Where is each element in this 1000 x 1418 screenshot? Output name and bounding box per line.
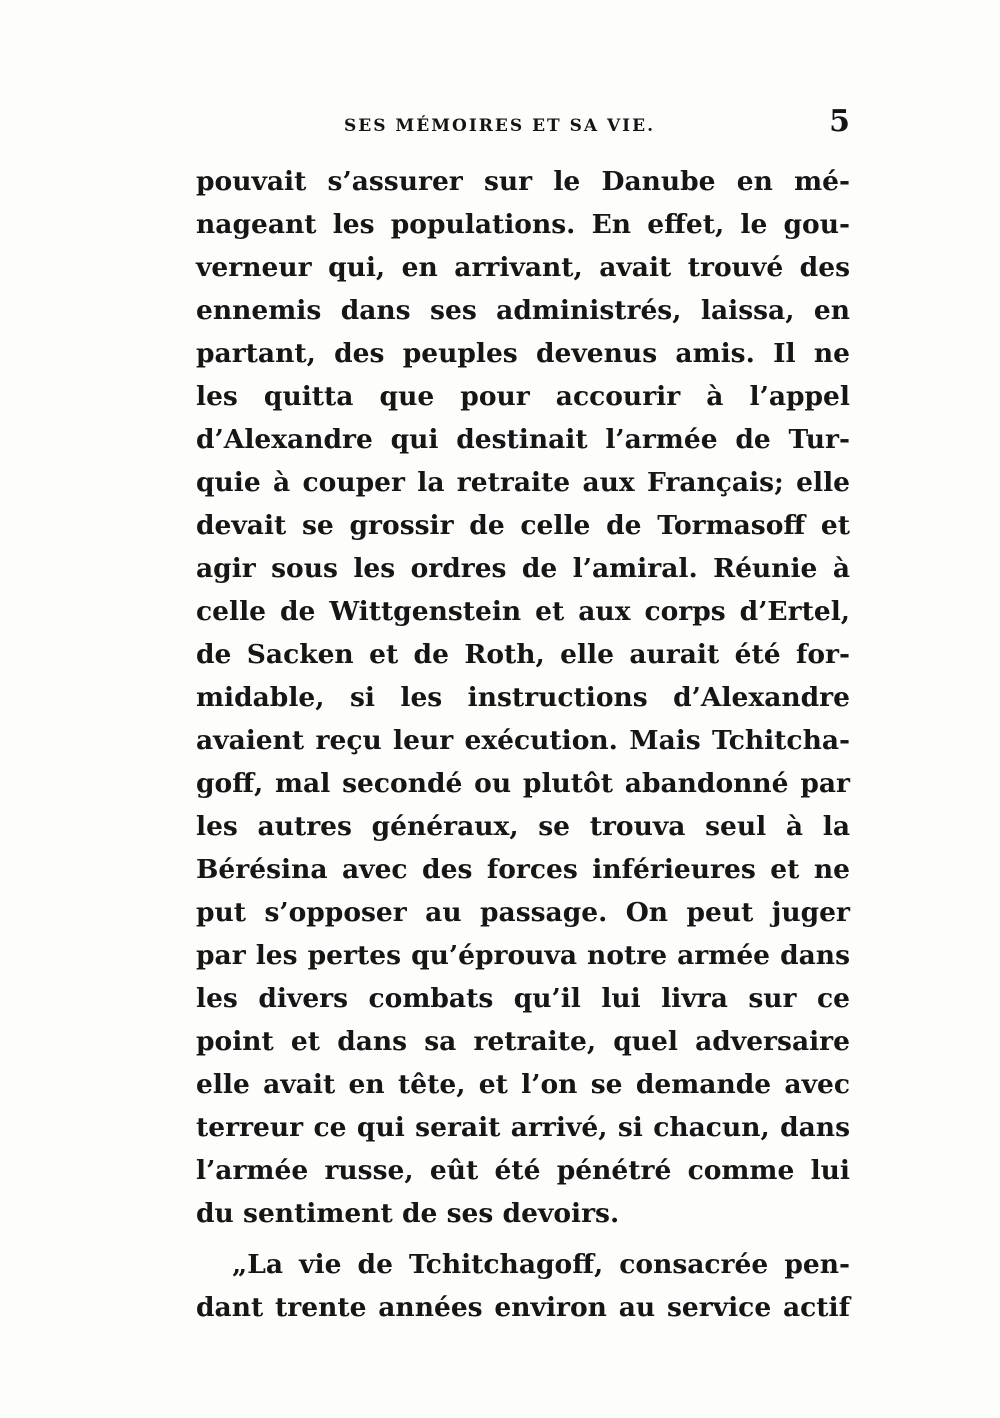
text-line: celle de Wittgenstein et aux corps d’Ertel, (196, 596, 850, 627)
text-line: partant, des peuples devenus amis. Il ne (196, 338, 850, 369)
text-line: les quitta que pour accourir à l’appel (196, 381, 850, 412)
paragraph (196, 160, 850, 1235)
text-line: par les pertes qu’éprouva notre armée dans (196, 940, 850, 971)
text-line: „La vie de Tchitchagoff, consacrée pen- (232, 1249, 850, 1280)
text-line: les divers combats qu’il lui livra sur ce (196, 983, 850, 1014)
text-line: les autres généraux, se trouva seul à la (196, 811, 850, 842)
body-text (196, 160, 850, 1329)
running-title: SES MÉMOIRES ET SA VIE. (344, 116, 655, 136)
text-line: elle avait en tête, et l’on se demande avec (196, 1069, 850, 1100)
text-line: avaient reçu leur exécution. Mais Tchitcha- (196, 725, 850, 756)
text-line: quie à couper la retraite aux Français; elle (196, 467, 850, 498)
text-line: point et dans sa retraite, quel adversaire (196, 1026, 850, 1057)
text-line: nageant les populations. En effet, le gou- (196, 209, 850, 240)
text-line: terreur ce qui serait arrivé, si chacun, dans (196, 1112, 850, 1143)
page-number: 5 (829, 104, 850, 139)
text-line: d’Alexandre qui destinait l’armée de Tur- (196, 424, 850, 455)
text-line: goff, mal secondé ou plutôt abandonné par (196, 768, 850, 799)
text-line: Bérésina avec des forces inférieures et ne (196, 854, 850, 885)
paragraph-gap (196, 1235, 850, 1243)
text-line: ennemis dans ses administrés, laissa, en (196, 295, 850, 326)
text-line: agir sous les ordres de l’amiral. Réunie à (196, 553, 850, 584)
text-line: de Sacken et de Roth, elle aurait été for- (196, 639, 850, 670)
text-line: dant trente années environ au service actif (196, 1292, 850, 1323)
text-line: midable, si les instructions d’Alexandre (196, 682, 850, 713)
text-line: verneur qui, en arrivant, avait trouvé des (196, 252, 850, 283)
running-head (196, 104, 850, 144)
text-line: pouvait s’assurer sur le Danube en mé- (196, 166, 850, 197)
paragraph (196, 1243, 850, 1329)
text-line: put s’opposer au passage. On peut juger (196, 897, 850, 928)
text-line: du sentiment de ses devoirs. (196, 1198, 620, 1229)
text-line: devait se grossir de celle de Tormasoff et (196, 510, 850, 541)
text-line: l’armée russe, eût été pénétré comme lui (196, 1155, 850, 1186)
